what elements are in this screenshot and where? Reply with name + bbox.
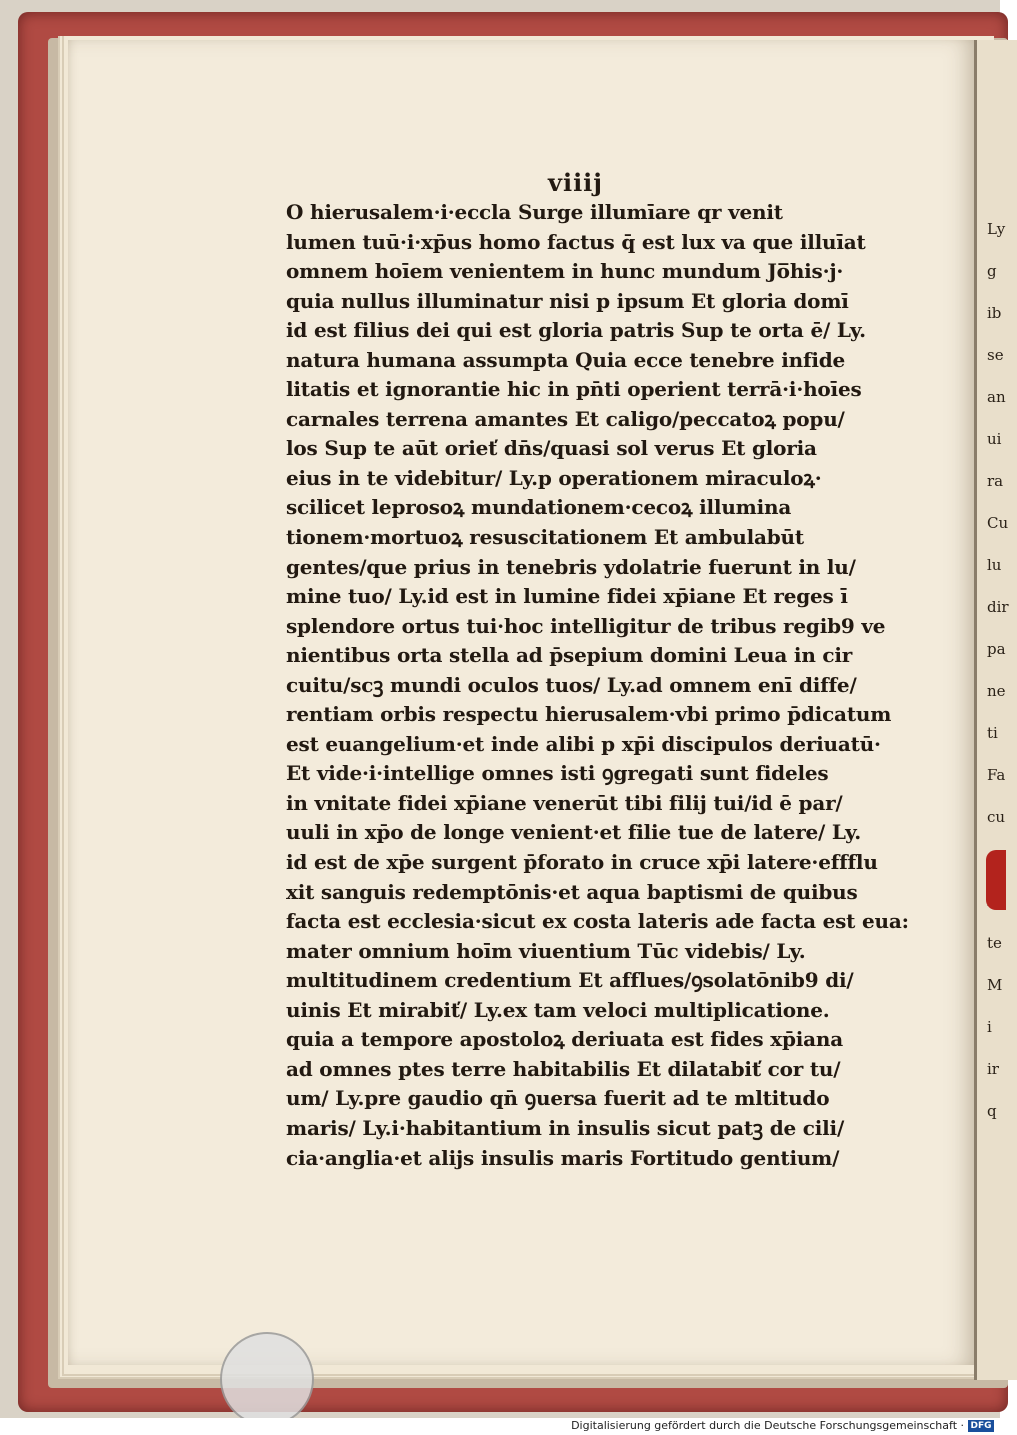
text-line: maris/ Ly.i·habitantium in insulis sicut patꝫ de cili/ [286, 1115, 845, 1140]
text-block [286, 198, 909, 1173]
page-number: viiij [548, 168, 603, 197]
text-line: mine tuo/ Ly.id est in lumine fidei xp̄iane Et reges ī [286, 584, 848, 609]
text-line: Et vide·i·intellige omnes isti ꝯgregati sunt fideles [286, 761, 829, 786]
facing-page-fragment: ib [987, 304, 1002, 322]
facing-page-fragment: i [987, 1018, 992, 1036]
text-line: est euangelium·et inde alibi p xp̄i discipulos deriuatū· [286, 731, 881, 756]
text-line: rentiam orbis respectu hierusalem·vbi primo p̄dicatum [286, 702, 892, 727]
text-line: gentes/que prius in tenebris ydolatrie fuerunt in lu/ [286, 554, 856, 579]
text-line: cia·anglia·et alijs insulis maris Fortitudo gentium/ [286, 1145, 840, 1170]
facing-page-fragment: an [987, 388, 1006, 406]
facing-page-fragment: q [987, 1102, 997, 1120]
facing-page-edge [974, 40, 1017, 1380]
text-line: litatis et ignorantie hic in pn̄ti operient terrā·i·hoīes [286, 377, 862, 402]
text-line: multitudinem credentium Et afflues/ꝯsolatōnib9 di/ [286, 968, 854, 993]
text-line: O hierusalem·i·eccla Surge illumīare qr venit [286, 200, 783, 224]
text-line: um/ Ly.pre gaudio qn̄ ꝯuersa fuerit ad te mltitudo [286, 1086, 830, 1111]
text-line: id est de xp̄e surgent p̄forato in cruce xp̄i latere·effflu [286, 850, 878, 875]
text-line: id est filius dei qui est gloria patris Sup te orta ē/ Ly. [286, 318, 866, 343]
text-line: uinis Et mirabiť/ Ly.ex tam veloci multiplicatione. [286, 997, 830, 1022]
text-line: in vnitate fidei xp̄iane venerūt tibi filij tui/id ē par/ [286, 790, 843, 815]
funding-credit: Digitalisierung gefördert durch die Deutsche Forschungsgemeinschaft · [571, 1419, 964, 1432]
text-line: ad omnes ptes terre habitabilis Et dilatabiť cor tu/ [286, 1056, 841, 1081]
text-line: quia a tempore apostoloꝝ deriuata est fides xp̄iana [286, 1027, 844, 1052]
facing-page-fragment: g [987, 262, 997, 280]
facing-page-fragment: ti [987, 724, 998, 742]
facing-page-fragment: Fa [987, 766, 1006, 784]
text-line: quia nullus illuminatur nisi p ipsum Et gloria domī [286, 288, 849, 313]
text-line: scilicet leprosoꝝ mundationem·cecoꝝ illumina [286, 495, 792, 520]
text-line: tionem·mortuoꝝ resuscitationem Et ambulabūt [286, 525, 804, 550]
text-line: los Sup te aūt orieť dn̄s/quasi sol verus Et gloria [286, 436, 817, 461]
text-line: splendore ortus tui·hoc intelligitur de tribus regib9 ve [286, 613, 886, 638]
text-line: nientibus orta stella ad p̄sepium domini Leua in cir [286, 643, 853, 668]
text-line: cuitu/scꝫ mundi oculos tuos/ Ly.ad omnem enī diffe/ [286, 672, 857, 697]
facing-page-fragment: te [987, 934, 1002, 952]
facing-page-fragment: M [987, 976, 1003, 994]
dfg-logo-icon: DFG [968, 1420, 994, 1432]
text-line: xit sanguis redemptōnis·et aqua baptismi de quibus [286, 879, 858, 904]
page-clip-icon [220, 1332, 314, 1426]
facing-page-fragment: se [987, 346, 1004, 364]
facing-page-fragment: Ly [987, 220, 1006, 238]
text-line: natura humana assumpta Quia ecce tenebre infide [286, 347, 846, 372]
facing-page-fragment: lu [987, 556, 1002, 574]
red-initial-fragment [986, 850, 1006, 910]
facing-page-fragment: cu [987, 808, 1006, 826]
text-line: facta est ecclesia·sicut ex costa lateris ade facta est eua: [286, 909, 909, 934]
facing-page-fragment: pa [987, 640, 1006, 658]
facing-page-fragment: ui [987, 430, 1002, 448]
facing-page-fragment: ra [987, 472, 1004, 490]
text-line: mater omnium hoīm viuentium Tūc videbis/ Ly. [286, 938, 806, 963]
text-line: eius in te videbitur/ Ly.p operationem miraculoꝝ· [286, 465, 822, 490]
facing-page-fragment: dir [987, 598, 1009, 616]
text-line: carnales terrena amantes Et caligo/peccatoꝝ popu/ [286, 406, 845, 431]
text-line: uuli in xp̄o de longe venient·et filie tue de latere/ Ly. [286, 820, 861, 845]
text-line: omnem hoīem venientem in hunc mundum Jo̅his·j· [286, 259, 844, 284]
text-line: lumen tuū·i·xp̄us homo factus q̄ est lux va que illuīat [286, 229, 866, 254]
facing-page-fragment: ir [987, 1060, 999, 1078]
facing-page-fragment: Cu [987, 514, 1009, 532]
facing-page-fragment: ne [987, 682, 1006, 700]
